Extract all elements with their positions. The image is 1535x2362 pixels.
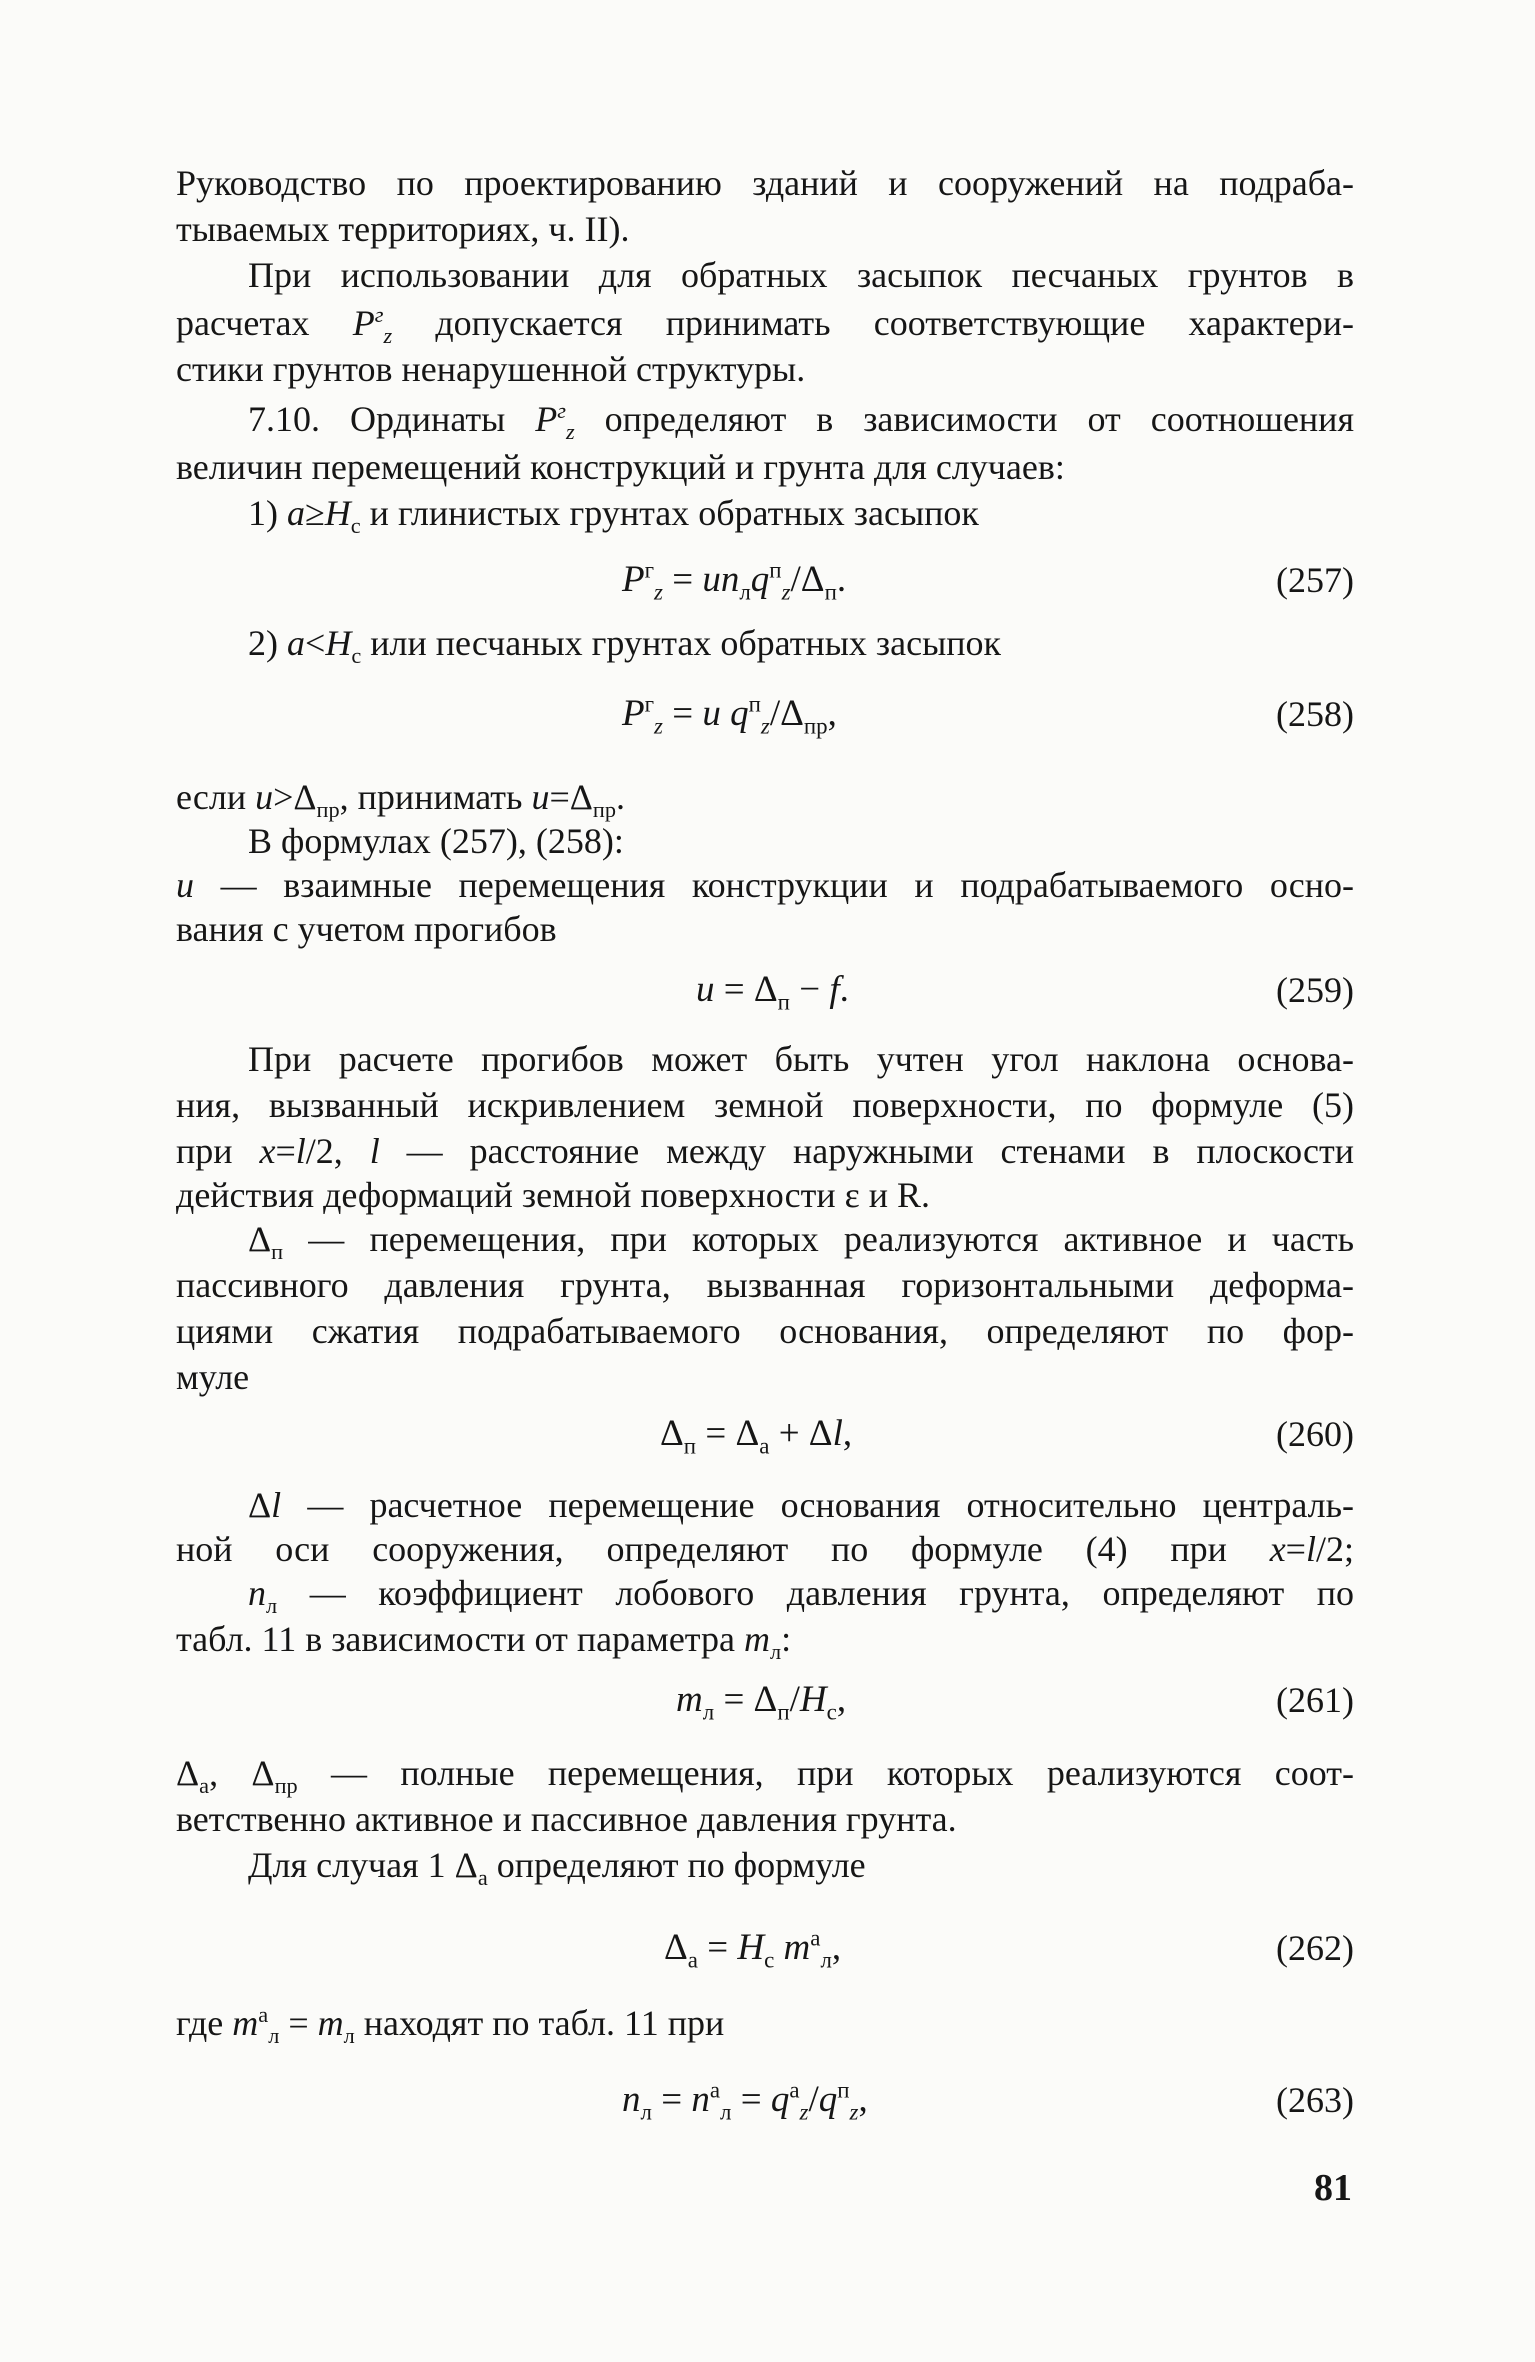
page-number: 81: [1314, 2167, 1352, 2209]
equation-number: (263): [1276, 2080, 1354, 2120]
text-line: $\Delta_п$ — перемещения, при которых реализуются активное и часть: [248, 1219, 1355, 1265]
text-line: При расчете прогибов может быть учтен угол наклона основа-: [248, 1039, 1354, 1079]
equation-number: (262): [1276, 1928, 1354, 1968]
text-line: 1) $a\ge H_с$ и глинистых грунтах обратных засыпок: [248, 493, 979, 539]
formula-257: $P^г_z = un_лq^п_z/\Delta_п$.: [622, 557, 847, 605]
formula-260: $\Delta_п = \Delta_а + \Delta l$,: [660, 1413, 853, 1459]
text-line: 2) $a<H_с$ или песчаных грунтах обратных засыпок: [248, 623, 1002, 669]
text-line: величин перемещений конструкций и грунта для случаев:: [176, 447, 1065, 487]
text-line: если $u>\Delta_{пр}$, принимать $u=\Delta_{пр}$.: [176, 777, 626, 823]
equation-number: (259): [1276, 970, 1354, 1010]
formula-261: $m_л = \Delta_п/H_с$,: [676, 1679, 847, 1725]
text-line: тываемых территориях, ч. II).: [176, 209, 630, 249]
text-line: При использовании для обратных засыпок песчаных грунтов в: [248, 255, 1354, 295]
equation-number: (258): [1276, 694, 1354, 734]
formula-263: $n_л = n^а_л = q^а_z/q^п_z$,: [622, 2077, 868, 2125]
text-line: при x=l/2, l — расстояние между наружными стенами в плоскости: [176, 1131, 1355, 1171]
text-line: где $m^а_л = m_л$ находят по табл. 11 при: [176, 2002, 725, 2049]
text-line: пассивного давления грунта, вызванная горизонтальными деформа-: [176, 1265, 1354, 1305]
text-line: ной оси сооружения, определяют по формуле (4) при x=l/2;: [176, 1529, 1355, 1569]
text-line: Для случая 1 $\Delta_а$ определяют по формуле: [248, 1845, 866, 1891]
text-line: ветственно активное и пассивное давления грунта.: [176, 1799, 957, 1839]
text-line: ния, вызванный искривлением земной поверхности, по формуле (5): [176, 1085, 1354, 1125]
equation-number: (260): [1276, 1414, 1354, 1454]
text-line: действия деформаций земной поверхности ε и R.: [176, 1175, 930, 1215]
text-line: $n_л$ — коэффициент лобового давления грунта, определяют по: [248, 1573, 1354, 1619]
text-line: u — взаимные перемещения конструкции и подрабатываемого осно-: [176, 865, 1355, 905]
text-line: расчетах $P^г_z$ допускается принимать соответствующие характери-: [176, 302, 1354, 349]
formula-262: $\Delta_а = H_с$ $m^а_л$,: [664, 1925, 842, 1973]
text-line: В формулах (257), (258):: [248, 821, 624, 861]
formula-259: $u = \Delta_п - f$.: [696, 969, 849, 1015]
text-line: вания с учетом прогибов: [176, 909, 557, 949]
equation-number: (257): [1276, 560, 1354, 600]
text-line: $\Delta_а$, $\Delta_{пр}$ — полные перемещения, при которых реализуются соот-: [176, 1753, 1355, 1799]
text-line: Δl — расчетное перемещение основания относительно централь-: [248, 1485, 1355, 1525]
text-line: табл. 11 в зависимости от параметра $m_л$:: [176, 1619, 792, 1665]
text-line: стики грунтов ненарушенной структуры.: [176, 349, 806, 389]
equation-number: (261): [1276, 1680, 1354, 1720]
text-line: 7.10. Ординаты $P^г_z$ определяют в зависимости от соотношения: [248, 398, 1355, 445]
formula-258: $P^г_z = u$ $q^п_z/\Delta_{пр}$,: [622, 691, 837, 739]
text-line: Руководство по проектированию зданий и сооружений на подраба-: [176, 163, 1354, 203]
text-line: муле: [176, 1357, 250, 1397]
text-line: циями сжатия подрабатываемого основания, определяют по фор-: [176, 1311, 1354, 1351]
